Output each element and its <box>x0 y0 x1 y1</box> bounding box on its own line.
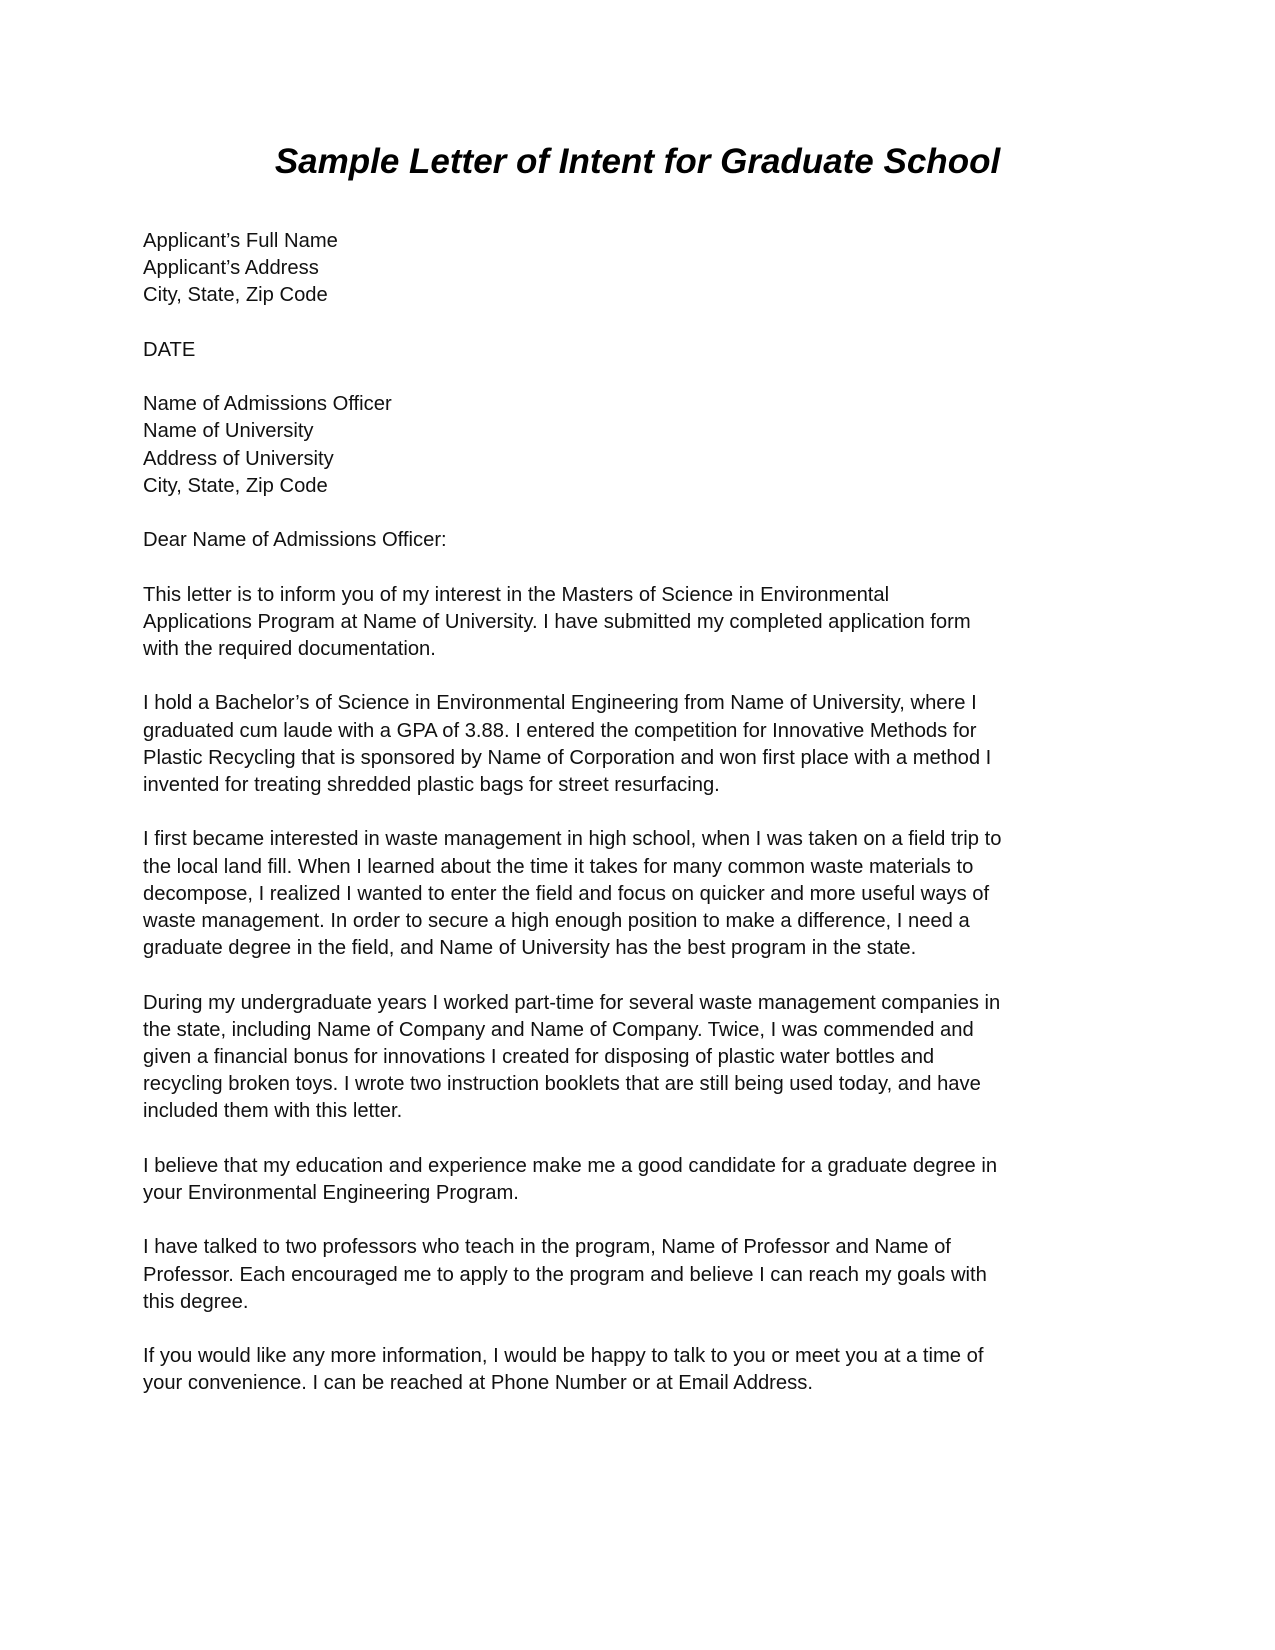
recipient-address: Address of University <box>143 447 334 470</box>
paragraph-line: If you would like any more information, I would be happy to talk to you or meet you at a time of <box>143 1345 984 1368</box>
paragraph-line: graduated cum laude with a GPA of 3.88. I entered the competition for Innovative Methods for <box>143 719 977 742</box>
letter-body <box>143 228 1083 1425</box>
document-title: Sample Letter of Intent for Graduate School <box>274 142 1001 181</box>
recipient-address-block <box>143 391 1083 500</box>
paragraph-line: given a financial bonus for innovations I created for disposing of plastic water bottles and <box>143 1045 935 1068</box>
paragraph-line: invented for treating shredded plastic bags for street resurfacing. <box>143 773 720 796</box>
paragraph-line: this degree. <box>143 1290 249 1313</box>
paragraph-motivation <box>143 826 1083 962</box>
paragraph-line: the local land fill. When I learned about the time it takes for many common waste materials to <box>143 855 974 878</box>
sender-address-block <box>143 228 1083 310</box>
salutation: Dear Name of Admissions Officer: <box>143 529 447 552</box>
paragraph-experience <box>143 990 1083 1126</box>
paragraph-line: Professor. Each encouraged me to apply to the program and believe I can reach my goals with <box>143 1263 987 1286</box>
paragraph-line: decompose, I realized I wanted to enter the field and focus on quicker and more useful ways of <box>143 882 990 905</box>
sender-city-state-zip: City, State, Zip Code <box>143 284 328 307</box>
paragraph-line: included them with this letter. <box>143 1100 403 1123</box>
paragraph-candidacy <box>143 1153 1083 1207</box>
paragraph-line: waste management. In order to secure a high enough position to make a difference, I need a <box>143 909 970 932</box>
paragraph-line: recycling broken toys. I wrote two instruction booklets that are still being used today, and have <box>143 1073 981 1096</box>
paragraph-line: Applications Program at Name of University. I have submitted my completed application form <box>143 610 971 633</box>
date-block <box>143 337 1083 364</box>
paragraph-line: your convenience. I can be reached at Phone Number or at Email Address. <box>143 1372 813 1395</box>
paragraph-line: with the required documentation. <box>143 637 436 660</box>
salutation-block <box>143 527 1083 554</box>
recipient-university: Name of University <box>143 420 314 443</box>
paragraph-line: This letter is to inform you of my interest in the Masters of Science in Environmental <box>143 583 890 606</box>
sender-address: Applicant’s Address <box>143 257 319 280</box>
paragraph-line: During my undergraduate years I worked part-time for several waste management companies in <box>143 991 1001 1014</box>
letter-date: DATE <box>143 338 196 361</box>
paragraph-education <box>143 690 1083 799</box>
recipient-officer: Name of Admissions Officer <box>143 393 392 416</box>
paragraph-line: graduate degree in the field, and Name of University has the best program in the state. <box>143 937 917 960</box>
paragraph-line: Plastic Recycling that is sponsored by Name of Corporation and won first place with a method I <box>143 746 992 769</box>
paragraph-line: I believe that my education and experience make me a good candidate for a graduate degree in <box>143 1154 998 1177</box>
paragraph-line: I first became interested in waste management in high school, when I was taken on a field trip to <box>143 828 1002 851</box>
paragraph-line: your Environmental Engineering Program. <box>143 1181 519 1204</box>
paragraph-contact <box>143 1343 1083 1397</box>
recipient-city-state-zip: City, State, Zip Code <box>143 474 328 497</box>
paragraph-line: I have talked to two professors who teach in the program, Name of Professor and Name of <box>143 1236 951 1259</box>
paragraph-professors <box>143 1234 1083 1316</box>
sender-name: Applicant’s Full Name <box>143 230 338 252</box>
paragraph-line: I hold a Bachelor’s of Science in Environmental Engineering from Name of University, where I <box>143 692 977 715</box>
paragraph-intro <box>143 582 1083 664</box>
paragraph-line: the state, including Name of Company and Name of Company. Twice, I was commended and <box>143 1018 974 1041</box>
